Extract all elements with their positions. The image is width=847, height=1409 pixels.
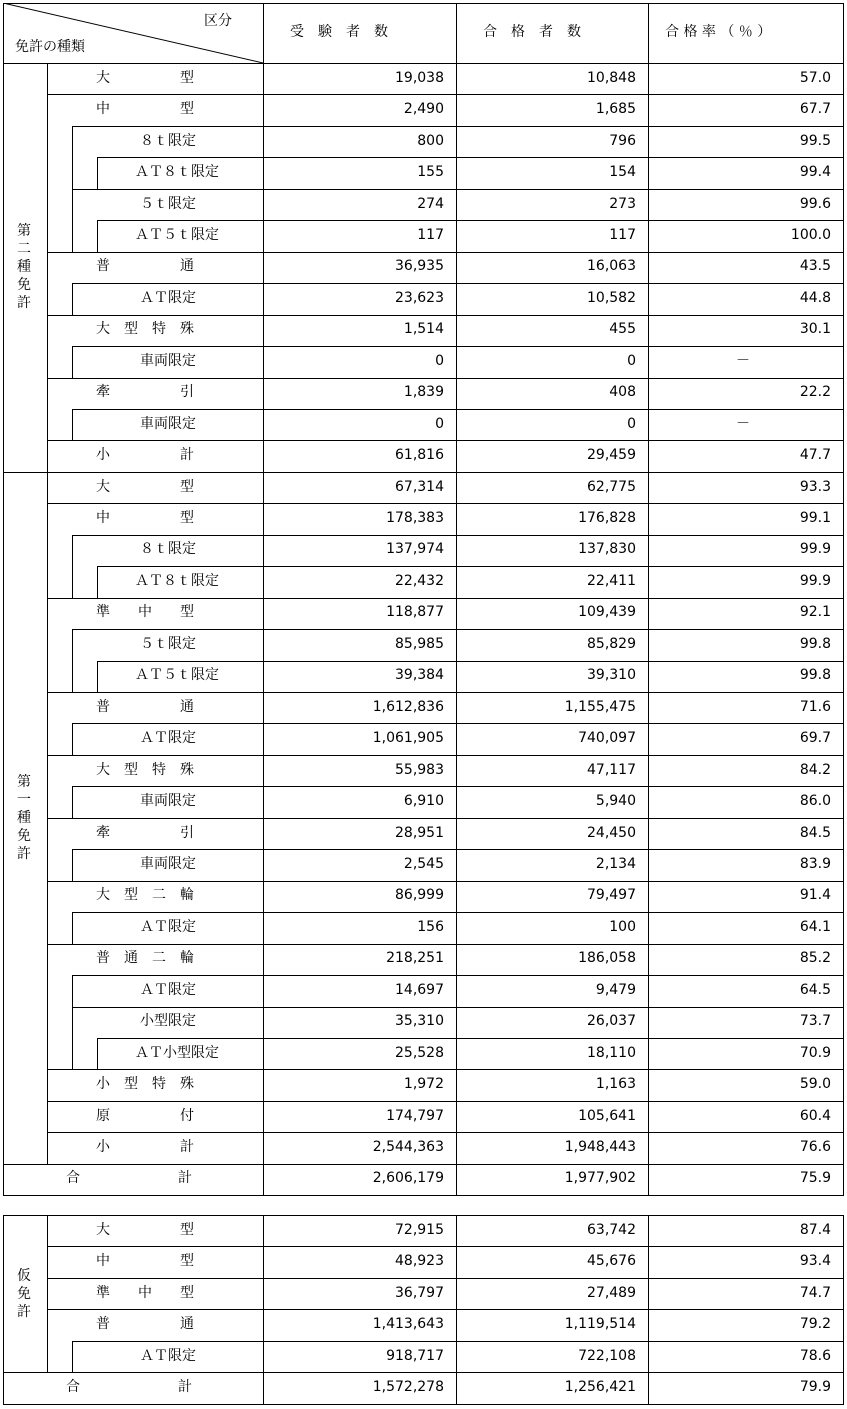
row-label: ５ｔ限定 (140, 636, 196, 652)
table-rule (263, 63, 264, 473)
row-rate: 84.2 (799, 762, 831, 778)
row-passers: 408 (609, 384, 636, 400)
table-rule (72, 723, 843, 724)
total-rate: 79.9 (799, 1379, 831, 1395)
table-rule (72, 723, 73, 756)
table-rule (456, 1215, 457, 1373)
row-label: 準 中 型 (96, 1285, 194, 1301)
row-examinees: 6,910 (403, 793, 444, 809)
table-rule (3, 1372, 4, 1405)
row-rate: 70.9 (799, 1045, 831, 1061)
row-examinees: 1,612,836 (372, 699, 444, 715)
table-rule (456, 1372, 457, 1405)
row-label: ＡＴ限定 (140, 1348, 196, 1364)
row-label: 大 型 (96, 1222, 194, 1238)
row-label: 大 型 二 輪 (96, 887, 194, 903)
row-passers: 109,439 (578, 604, 636, 620)
row-passers: 1,119,514 (564, 1316, 636, 1332)
row-examinees: 0 (435, 416, 444, 432)
table-rule (97, 661, 98, 693)
row-rate: 78.6 (799, 1348, 831, 1364)
row-passers: 10,848 (587, 70, 636, 86)
row-examinees: 61,816 (395, 447, 444, 463)
table-rule (47, 881, 843, 882)
row-examinees: 72,915 (395, 1222, 444, 1238)
row-rate: 99.8 (799, 667, 831, 683)
row-examinees: 2,544,363 (372, 1139, 444, 1155)
table-rule (72, 409, 73, 441)
row-examinees: 1,413,643 (372, 1316, 444, 1332)
row-examinees: 19,038 (395, 70, 444, 86)
row-passers: 62,775 (587, 479, 636, 495)
table-rule (47, 503, 843, 504)
table-rule (263, 1164, 264, 1196)
row-label: 車両限定 (140, 793, 196, 809)
row-label: 車両限定 (140, 416, 196, 432)
group-label: 第二種免許 (17, 223, 31, 311)
row-examinees: 174,797 (386, 1108, 444, 1124)
table-rule (72, 912, 843, 913)
row-rate: 100.0 (790, 227, 831, 243)
row-examinees: 1,061,905 (372, 730, 444, 746)
table-rule (72, 629, 843, 630)
row-passers: 2,134 (595, 856, 636, 872)
row-passers: 29,459 (587, 447, 636, 463)
row-rate: 67.7 (799, 101, 831, 117)
row-passers: 63,742 (587, 1222, 636, 1238)
row-examinees: 118,877 (386, 604, 444, 620)
table-rule (72, 126, 843, 127)
row-label: 牽 引 (96, 825, 194, 841)
table-rule (843, 1372, 844, 1405)
row-label: ＡＴ５ｔ限定 (135, 227, 219, 243)
table-rule (648, 1215, 649, 1373)
row-label: 小 計 (96, 1139, 194, 1155)
row-passers: 137,830 (578, 541, 636, 557)
row-rate: 74.7 (799, 1285, 831, 1301)
row-passers: 85,829 (587, 636, 636, 652)
row-examinees: 25,528 (395, 1045, 444, 1061)
row-examinees: 39,384 (395, 667, 444, 683)
row-passers: 47,117 (587, 762, 636, 778)
row-label: ＡＴ限定 (140, 919, 196, 935)
header-license-type: 免許の種類 (15, 39, 85, 55)
table-rule (47, 440, 843, 441)
row-passers: 1,163 (595, 1076, 636, 1092)
row-label: ＡＴ５ｔ限定 (135, 667, 219, 683)
row-passers: 186,058 (578, 950, 636, 966)
row-examinees: 22,432 (395, 573, 444, 589)
row-rate: 93.4 (799, 1253, 831, 1269)
row-examinees: 14,697 (395, 982, 444, 998)
table-rule (3, 1372, 843, 1373)
table-rule (72, 409, 843, 410)
row-examinees: 155 (417, 164, 444, 180)
row-examinees: 137,974 (386, 541, 444, 557)
row-passers: 24,450 (587, 825, 636, 841)
row-examinees: 156 (417, 919, 444, 935)
table-rule (843, 472, 844, 1165)
row-label: 小 計 (96, 447, 194, 463)
row-label: 小型限定 (140, 1013, 196, 1029)
row-label: 中 型 (96, 101, 194, 117)
table-rule (72, 1038, 73, 1070)
total-rate: 75.9 (799, 1170, 831, 1186)
row-passers: 176,828 (578, 510, 636, 526)
row-passers: 154 (609, 164, 636, 180)
row-rate: 99.5 (799, 133, 831, 149)
table-rule (263, 1215, 264, 1373)
row-examinees: 2,545 (403, 856, 444, 872)
row-examinees: 28,951 (395, 825, 444, 841)
row-examinees: 55,983 (395, 762, 444, 778)
row-passers: 18,110 (587, 1045, 636, 1061)
row-passers: 455 (609, 321, 636, 337)
table-rule (47, 315, 843, 316)
row-passers: 1,948,443 (564, 1139, 636, 1155)
row-passers: 796 (609, 133, 636, 149)
row-label: ＡＴ８ｔ限定 (135, 164, 219, 180)
table-rule (47, 1215, 48, 1373)
table-rule (843, 1215, 844, 1373)
table-rule (456, 63, 457, 473)
table-rule (47, 1101, 843, 1102)
row-passers: 273 (609, 196, 636, 212)
row-label: 普 通 (96, 699, 194, 715)
row-passers: 5,940 (595, 793, 636, 809)
row-label: 小 型 特 殊 (96, 1076, 194, 1092)
row-passers: 16,063 (587, 258, 636, 274)
row-passers: 722,108 (578, 1348, 636, 1364)
table-rule (47, 944, 843, 945)
row-rate: 99.6 (799, 196, 831, 212)
row-examinees: 36,797 (395, 1285, 444, 1301)
row-rate: 60.4 (799, 1108, 831, 1124)
total-label: 合 計 (66, 1170, 192, 1186)
row-rate: 93.3 (799, 479, 831, 495)
table-rule (456, 1164, 457, 1196)
table-rule (72, 912, 73, 945)
row-label: 普 通 二 輪 (96, 950, 194, 966)
row-label: ＡＴ限定 (140, 982, 196, 998)
row-rate: 59.0 (799, 1076, 831, 1092)
row-passers: 105,641 (578, 1108, 636, 1124)
table-rule (47, 1278, 843, 1279)
table-rule (3, 1215, 4, 1373)
row-examinees: 178,383 (386, 510, 444, 526)
row-rate: － (736, 416, 750, 432)
row-label: 車両限定 (140, 856, 196, 872)
row-label: 準 中 型 (96, 604, 194, 620)
table-rule (3, 1164, 843, 1165)
row-rate: 30.1 (799, 321, 831, 337)
table-rule (648, 1164, 649, 1196)
table-rule (47, 378, 843, 379)
row-rate: 91.4 (799, 887, 831, 903)
row-passers: 79,497 (587, 887, 636, 903)
table-rule (72, 189, 843, 190)
row-examinees: 1,972 (403, 1076, 444, 1092)
table-rule (97, 566, 843, 567)
row-rate: 79.2 (799, 1316, 831, 1332)
row-label: ＡＴ８ｔ限定 (135, 573, 219, 589)
table-rule (97, 661, 843, 662)
row-examinees: 0 (435, 353, 444, 369)
row-rate: 99.9 (799, 573, 831, 589)
row-label: 大 型 特 殊 (96, 321, 194, 337)
row-label: 大 型 特 殊 (96, 762, 194, 778)
row-label: 普 通 (96, 1316, 194, 1332)
row-passers: 9,479 (595, 982, 636, 998)
table-rule (72, 1007, 73, 1039)
group-label: 仮免許 (17, 1268, 31, 1320)
table-rule (72, 346, 73, 379)
table-rule (47, 94, 843, 95)
row-rate: 92.1 (799, 604, 831, 620)
table-rule (3, 1215, 843, 1216)
table-rule (97, 1038, 98, 1070)
row-label: ８ｔ限定 (140, 541, 196, 557)
row-label: ＡＴ小型限定 (135, 1045, 219, 1061)
row-passers: 100 (609, 919, 636, 935)
table-rule (97, 1038, 843, 1039)
table-rule (3, 63, 843, 64)
row-rate: 83.9 (799, 856, 831, 872)
row-passers: 10,582 (587, 290, 636, 306)
row-examinees: 918,717 (386, 1348, 444, 1364)
table-rule (72, 786, 73, 819)
row-rate: 99.9 (799, 541, 831, 557)
table-rule (47, 692, 843, 693)
row-label: 中 型 (96, 510, 194, 526)
row-examinees: 23,623 (395, 290, 444, 306)
row-label: 車両限定 (140, 353, 196, 369)
row-rate: 87.4 (799, 1222, 831, 1238)
table-rule (72, 189, 73, 221)
row-passers: 26,037 (587, 1013, 636, 1029)
row-rate: 64.1 (799, 919, 831, 935)
row-rate: 69.7 (799, 730, 831, 746)
table-rule (72, 975, 843, 976)
table-rule (72, 1341, 843, 1342)
total-label: 合 計 (66, 1379, 192, 1395)
table-rule (97, 157, 843, 158)
table-rule (47, 1132, 843, 1133)
row-label: 大 型 (96, 479, 194, 495)
table-rule (72, 157, 73, 190)
row-rate: 99.8 (799, 636, 831, 652)
row-rate: 86.0 (799, 793, 831, 809)
row-rate: 43.5 (799, 258, 831, 274)
row-examinees: 85,985 (395, 636, 444, 652)
table-rule (97, 220, 843, 221)
table-rule (3, 63, 4, 473)
table-rule (843, 1164, 844, 1196)
total-examinees: 1,572,278 (372, 1379, 444, 1395)
row-rate: － (736, 353, 750, 369)
total-passers: 1,977,902 (564, 1170, 636, 1186)
table-rule (648, 63, 649, 473)
row-rate: 57.0 (799, 70, 831, 86)
row-rate: 44.8 (799, 290, 831, 306)
table-rule (97, 566, 98, 599)
table-rule (47, 818, 843, 819)
row-label: 牽 引 (96, 384, 194, 400)
row-passers: 45,676 (587, 1253, 636, 1269)
table-rule (47, 252, 843, 253)
table-rule (3, 1164, 4, 1196)
row-examinees: 67,314 (395, 479, 444, 495)
header-category: 区分 (204, 13, 232, 29)
table-rule (72, 849, 73, 882)
total-examinees: 2,606,179 (372, 1170, 444, 1186)
row-examinees: 48,923 (395, 1253, 444, 1269)
row-examinees: 1,514 (403, 321, 444, 337)
row-passers: 0 (627, 416, 636, 432)
row-rate: 76.6 (799, 1139, 831, 1155)
table-rule (72, 535, 843, 536)
row-rate: 64.5 (799, 982, 831, 998)
row-passers: 117 (609, 227, 636, 243)
row-examinees: 2,490 (403, 101, 444, 117)
table-rule (3, 1195, 843, 1196)
table-rule (72, 975, 73, 1008)
row-label: ８ｔ限定 (140, 133, 196, 149)
row-passers: 740,097 (578, 730, 636, 746)
row-passers: 27,489 (587, 1285, 636, 1301)
table-rule (47, 598, 843, 599)
table-rule (47, 1246, 843, 1247)
row-rate: 22.2 (799, 384, 831, 400)
row-rate: 99.1 (799, 510, 831, 526)
row-passers: 1,155,475 (564, 699, 636, 715)
row-label: ５ｔ限定 (140, 196, 196, 212)
table-rule (843, 3, 844, 64)
row-examinees: 86,999 (395, 887, 444, 903)
table-rule (97, 157, 98, 190)
table-rule (47, 755, 843, 756)
row-label: 普 通 (96, 258, 194, 274)
row-rate: 47.7 (799, 447, 831, 463)
table-rule (72, 1007, 843, 1008)
header-passers: 合 格 者 数 (483, 24, 581, 40)
row-label: ＡＴ限定 (140, 290, 196, 306)
group-label: 第一種免許 (17, 774, 31, 862)
table-rule (72, 661, 73, 693)
table-rule (72, 1341, 73, 1373)
header-pass-rate: 合 格 率 （ ％ ） (665, 24, 772, 40)
table-rule (72, 629, 73, 662)
table-rule (263, 1372, 264, 1405)
row-examinees: 800 (417, 133, 444, 149)
row-label: 中 型 (96, 1253, 194, 1269)
table-rule (3, 1404, 843, 1405)
row-label: ＡＴ限定 (140, 730, 196, 746)
row-passers: 1,685 (595, 101, 636, 117)
row-label: 大 型 (96, 70, 194, 86)
table-rule (263, 3, 264, 64)
table-rule (72, 535, 73, 567)
table-rule (3, 472, 4, 1165)
row-examinees: 36,935 (395, 258, 444, 274)
row-passers: 39,310 (587, 667, 636, 683)
table-rule (47, 1069, 843, 1070)
table-rule (72, 283, 843, 284)
row-rate: 99.4 (799, 164, 831, 180)
table-rule (648, 3, 649, 64)
table-rule (72, 849, 843, 850)
table-rule (648, 1372, 649, 1405)
header-examinees: 受 験 者 数 (290, 24, 388, 40)
table-rule (47, 1309, 843, 1310)
table-rule (47, 63, 48, 473)
table-rule (843, 63, 844, 473)
table-rule (72, 220, 73, 253)
table-rule (97, 220, 98, 253)
row-rate: 73.7 (799, 1013, 831, 1029)
row-passers: 0 (627, 353, 636, 369)
table-rule (456, 3, 457, 64)
table-rule (3, 472, 843, 473)
total-passers: 1,256,421 (564, 1379, 636, 1395)
row-label: 原 付 (96, 1108, 194, 1124)
row-rate: 85.2 (799, 950, 831, 966)
table-rule (72, 283, 73, 316)
table-rule (72, 566, 73, 599)
row-examinees: 218,251 (386, 950, 444, 966)
row-rate: 84.5 (799, 825, 831, 841)
row-examinees: 1,839 (403, 384, 444, 400)
row-examinees: 274 (417, 196, 444, 212)
row-examinees: 117 (417, 227, 444, 243)
row-examinees: 35,310 (395, 1013, 444, 1029)
row-rate: 71.6 (799, 699, 831, 715)
table-rule (72, 126, 73, 158)
table-rule (72, 786, 843, 787)
row-passers: 22,411 (587, 573, 636, 589)
table-rule (72, 346, 843, 347)
